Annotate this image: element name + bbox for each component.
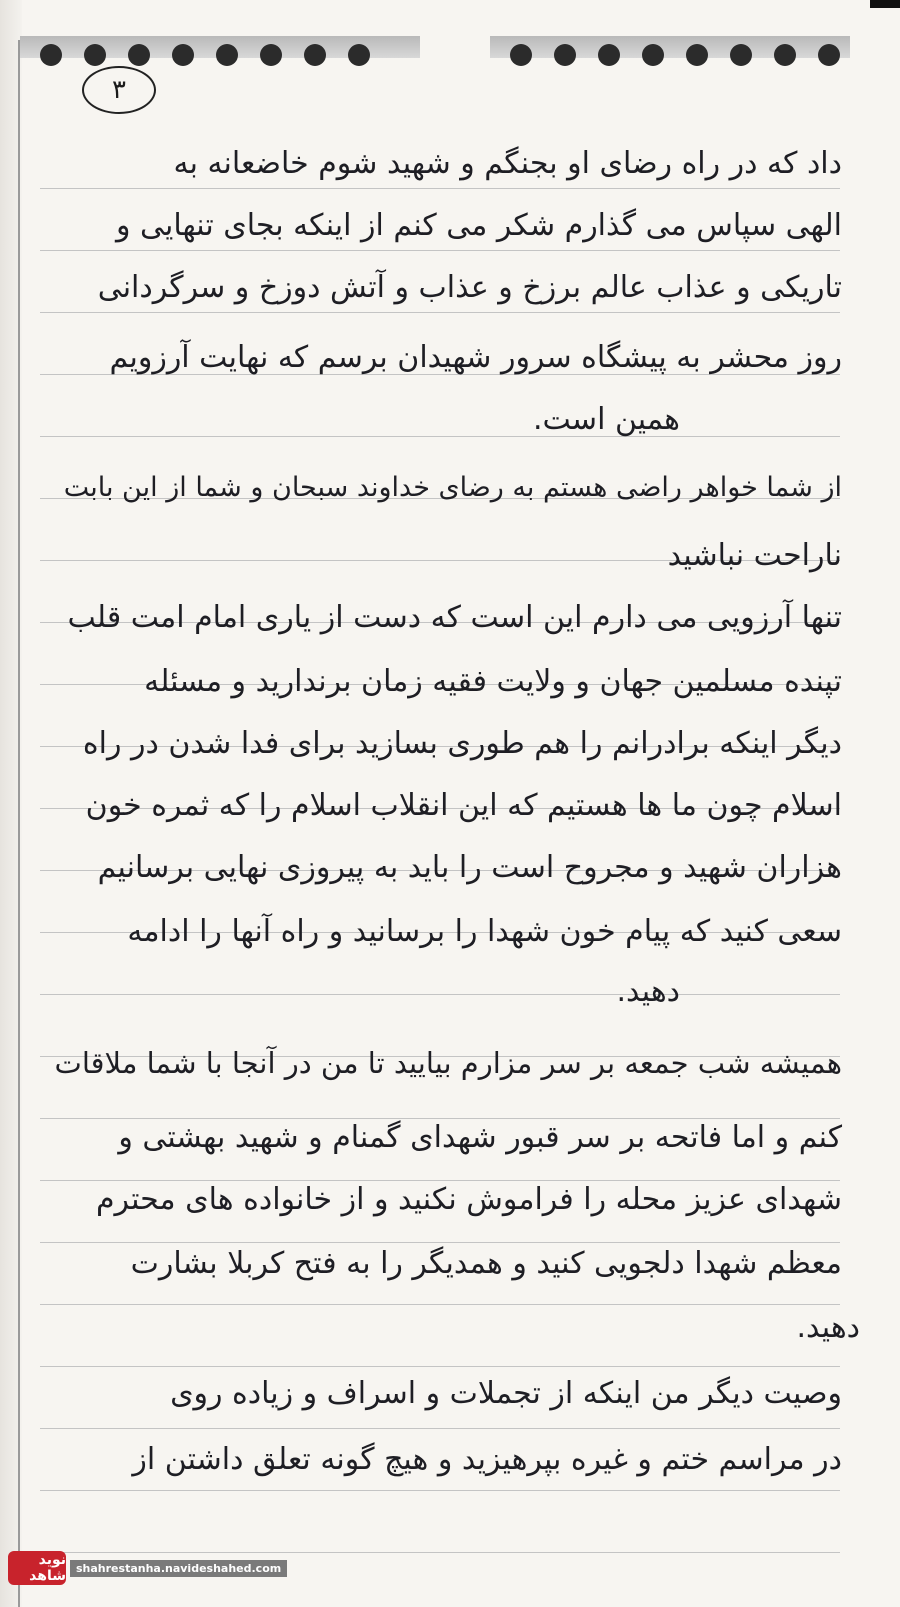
- text-line: سعی کنید که پیام خون شهدا را برسانید و راه آنها را ادامه: [127, 914, 842, 949]
- ruled-line: [40, 1428, 840, 1429]
- spiral-hole: [510, 44, 532, 66]
- ruled-line: [40, 1242, 840, 1243]
- spiral-hole: [818, 44, 840, 66]
- spiral-hole: [598, 44, 620, 66]
- text-line: دهید.: [796, 1310, 860, 1345]
- page-number: ۳: [82, 66, 156, 114]
- text-line: روز محشر به پیشگاه سرور شهیدان برسم که نهایت آرزویم: [109, 340, 842, 375]
- spiral-hole: [260, 44, 282, 66]
- spiral-hole: [128, 44, 150, 66]
- corner-mark: [870, 0, 900, 8]
- text-line: تنها آرزویی می دارم این است که دست از یاری امام امت قلب: [67, 600, 842, 635]
- text-line: همیشه شب جمعه بر سر مزارم بیایید تا من در آنجا با شما ملاقات: [54, 1046, 842, 1080]
- text-line: تاریکی و عذاب عالم برزخ و عذاب و آتش دوزخ و سرگردانی: [97, 270, 842, 305]
- torn-paper-edge: [420, 0, 490, 60]
- text-line: از شما خواهر راضی هستم به رضای خداوند سبحان و شما از این بابت: [63, 472, 842, 503]
- watermark-logo: نوید شاهد: [8, 1551, 66, 1585]
- spiral-hole: [172, 44, 194, 66]
- spiral-hole: [216, 44, 238, 66]
- ruled-line: [40, 1490, 840, 1491]
- margin-line: [18, 40, 20, 1607]
- spiral-hole: [730, 44, 752, 66]
- ruled-line: [40, 1118, 840, 1119]
- spiral-hole: [642, 44, 664, 66]
- text-line: هزاران شهید و مجروح است را باید به پیروزی نهایی برسانیم: [97, 850, 842, 885]
- ruled-line: [40, 436, 840, 437]
- spiral-hole: [686, 44, 708, 66]
- ruled-line: [40, 1180, 840, 1181]
- text-line: دهید.: [616, 974, 680, 1009]
- ruled-line: [40, 1366, 840, 1367]
- watermark-url: shahrestanha.navideshahed.com: [70, 1560, 287, 1577]
- ruled-line: [40, 312, 840, 313]
- text-line: تپنده مسلمین جهان و ولایت فقیه زمان برندارید و مسئله: [144, 664, 842, 699]
- text-line: الهی سپاس می گذارم شکر می کنم از اینکه بجای تنهایی و: [115, 208, 842, 243]
- text-line: اسلام چون ما ها هستیم که این انقلاب اسلام را که ثمره خون: [85, 788, 842, 823]
- spiral-hole: [554, 44, 576, 66]
- ruled-line: [40, 250, 840, 251]
- spiral-hole: [40, 44, 62, 66]
- spiral-hole: [348, 44, 370, 66]
- text-line: داد که در راه رضای او بجنگم و شهید شوم خاضعانه به: [173, 146, 842, 181]
- text-line: دیگر اینکه برادرانم را هم طوری بسازید برای فدا شدن در راه: [82, 726, 842, 761]
- text-line: همین است.: [532, 402, 680, 437]
- text-line: شهدای عزیز محله را فراموش نکنید و از خانواده های محترم: [95, 1182, 842, 1217]
- watermark: [8, 1551, 287, 1585]
- text-line: در مراسم ختم و غیره بپرهیزید و هیچ گونه تعلق داشتن از: [132, 1442, 842, 1477]
- ruled-line: [40, 188, 840, 189]
- spiral-hole: [774, 44, 796, 66]
- text-line: کنم و اما فاتحه بر سر قبور شهدای گمنام و شهید بهشتی و: [118, 1120, 842, 1155]
- ruled-line: [40, 994, 840, 995]
- text-line: معظم شهدا دلجویی کنید و همدیگر را به فتح کربلا بشارت: [130, 1246, 842, 1281]
- spiral-hole: [84, 44, 106, 66]
- text-line: ناراحت نباشید: [667, 538, 842, 573]
- text-line: وصیت دیگر من اینکه از تجملات و اسراف و زیاده روی: [170, 1376, 842, 1411]
- spiral-hole: [304, 44, 326, 66]
- ruled-line: [40, 1304, 840, 1305]
